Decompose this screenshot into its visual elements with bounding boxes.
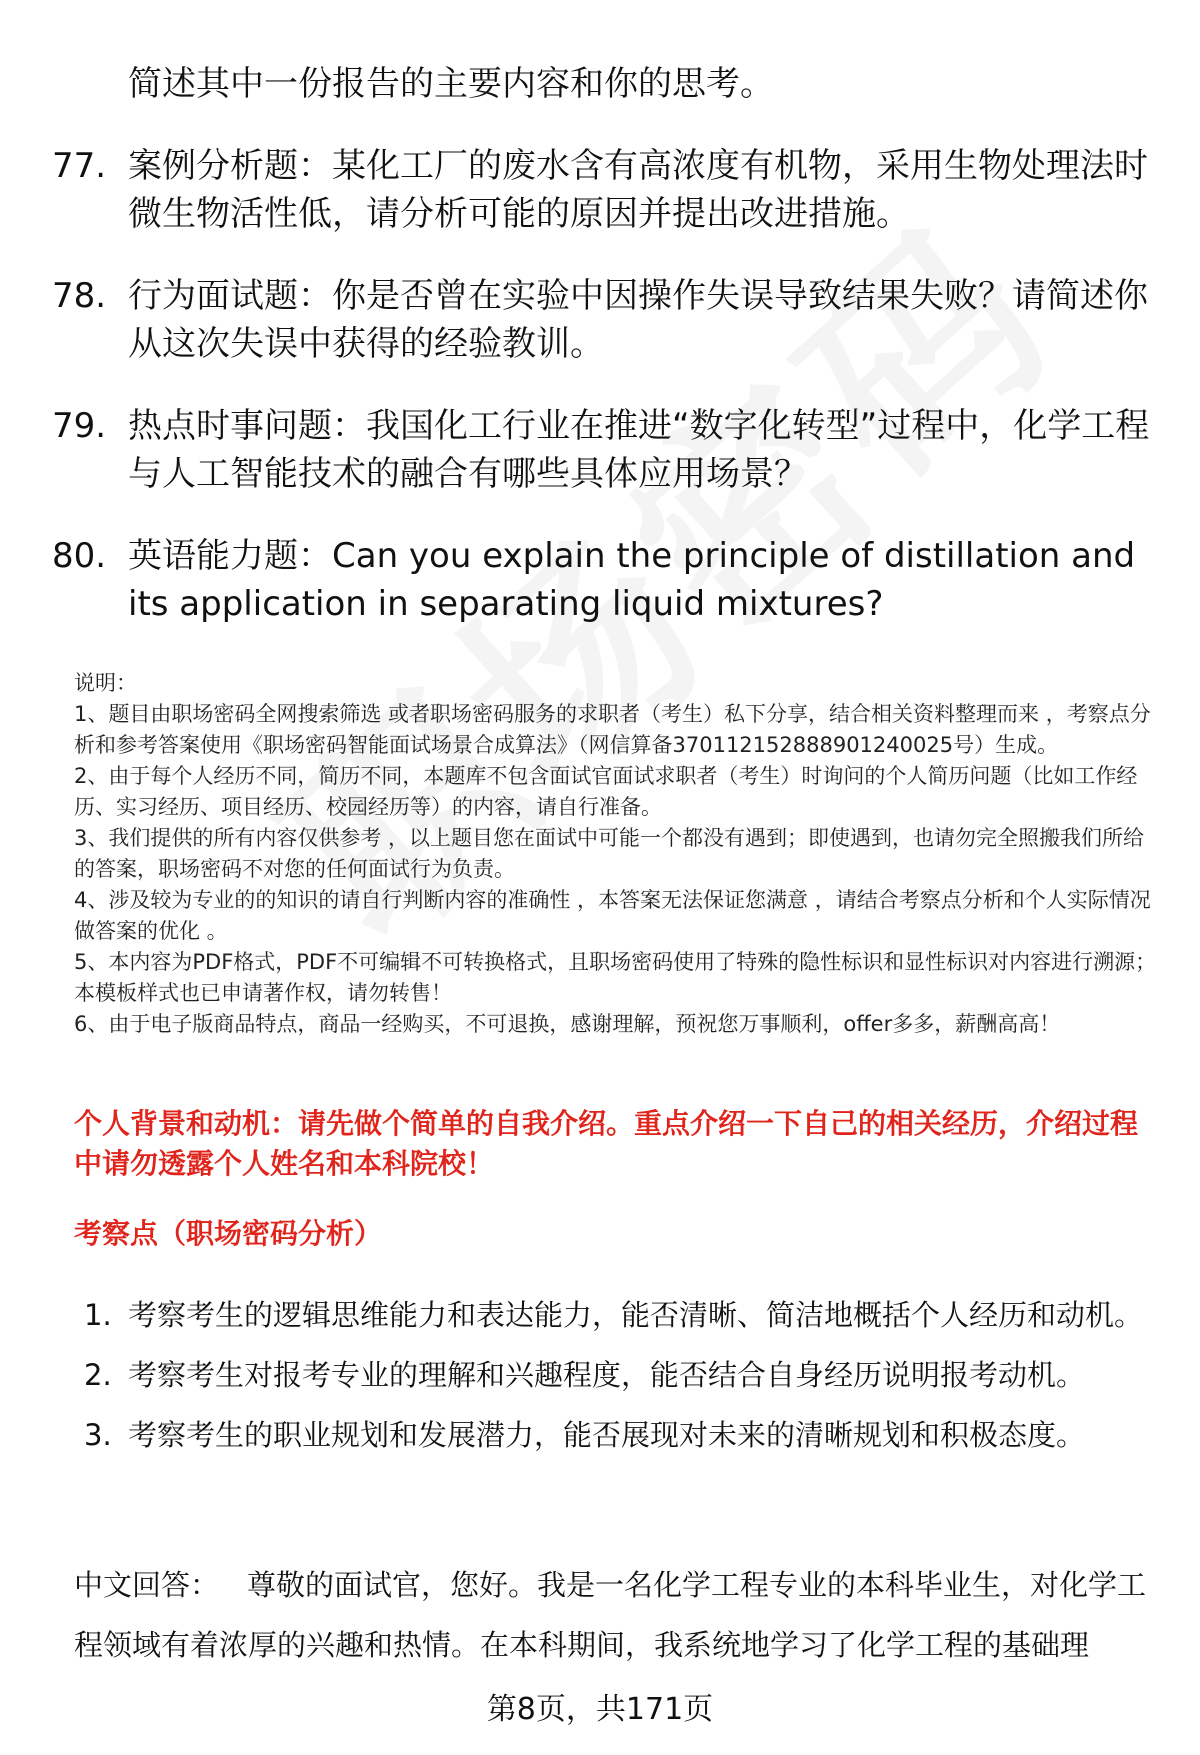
question-number: 78.: [52, 276, 107, 316]
note-item: 2、由于每个人经历不同，简历不同，本题库不包含面试官面试求职者（考生）时询问的个人简历问题（比如工作经历、实习经历、项目经历、校园经历等）的内容，请自行准备。: [74, 764, 1138, 819]
list-item-text: 考察考生的职业规划和发展潜力，能否展现对未来的清晰规划和积极态度。: [128, 1418, 1086, 1452]
assessment-points-title: 考察点（职场密码分析）: [74, 1217, 383, 1250]
answer-text: 尊敬的面试官，您好。我是一名化学工程专业的本科毕业生，对化学工程领域有着浓厚的兴趣和热情。在本科期间，我系统地学习了化学工程的基础理: [74, 1568, 1147, 1662]
question-text: 热点时事问题：我国化工行业在推进“数字化转型”过程中，化学工程与人工智能技术的融合有哪些具体应用场景？: [128, 406, 1150, 494]
list-item-number: 1.: [84, 1298, 112, 1332]
question-continuation: 简述其中一份报告的主要内容和你的思考。: [128, 64, 774, 104]
answer-label: 中文回答：: [74, 1568, 220, 1602]
question-number: 80.: [52, 536, 107, 576]
note-item: 1、题目由职场密码全网搜索筛选 或者职场密码服务的求职者（考生）私下分享，结合相关资料整理而来 ，考察点分析和参考答案使用《职场密码智能面试场景合成算法》（网信算备370112152888901240025号）生成。: [74, 702, 1151, 757]
note-item: 6、由于电子版商品特点，商品一经购买，不可退换，感谢理解，预祝您万事顺利，offer多多，薪酬高高！: [74, 1012, 1061, 1036]
answer-paragraph: [74, 1555, 1164, 1675]
question-77: [52, 142, 1164, 238]
list-item-number: 3.: [84, 1418, 112, 1452]
list-item: [84, 1405, 1164, 1465]
list-item: [84, 1285, 1164, 1345]
question-79: [52, 402, 1164, 498]
list-item-number: 2.: [84, 1358, 112, 1392]
note-item: 4、涉及较为专业的的知识的请自行判断内容的准确性 ，本答案无法保证您满意 ，请结合考察点分析和个人实际情况做答案的优化 。: [74, 888, 1151, 943]
assessment-points-list: [84, 1285, 1164, 1465]
question-number: 79.: [52, 406, 107, 446]
notes-title: 说明：: [74, 671, 137, 695]
question-number: 77.: [52, 146, 107, 186]
question-78: [52, 272, 1164, 368]
question-80: [52, 532, 1164, 628]
question-text: 案例分析题：某化工厂的废水含有高浓度有机物，采用生物处理法时微生物活性低，请分析可能的原因并提出改进措施。: [128, 146, 1148, 234]
question-text: 英语能力题：Can you explain the principle of distillation and its application in separating liquid mixtures?: [128, 536, 1136, 624]
list-item-text: 考察考生的逻辑思维能力和表达能力，能否清晰、简洁地概括个人经历和动机。: [128, 1298, 1144, 1332]
list-item-text: 考察考生对报考专业的理解和兴趣程度，能否结合自身经历说明报考动机。: [128, 1358, 1086, 1392]
question-text: 行为面试题：你是否曾在实验中因操作失误导致结果失败？请简述你从这次失误中获得的经验教训。: [128, 276, 1148, 364]
page-footer: 第8页，共171页: [486, 1692, 714, 1727]
note-item: 3、我们提供的所有内容仅供参考 ，以上题目您在面试中可能一个都没有遇到；即使遇到，也请勿完全照搬我们所给的答案，职场密码不对您的任何面试行为负责。: [74, 826, 1145, 881]
note-item: 5、本内容为PDF格式，PDF不可编辑不可转换格式，且职场密码使用了特殊的隐性标识和显性标识对内容进行溯源；本模板样式也已申请著作权，请勿转售！: [74, 950, 1157, 1005]
notes-section: [74, 668, 1164, 1040]
list-item: [84, 1345, 1164, 1405]
interview-question-heading: 个人背景和动机：请先做个简单的自我介绍。重点介绍一下自己的相关经历，介绍过程中请勿透露个人姓名和本科院校！: [74, 1107, 1139, 1180]
